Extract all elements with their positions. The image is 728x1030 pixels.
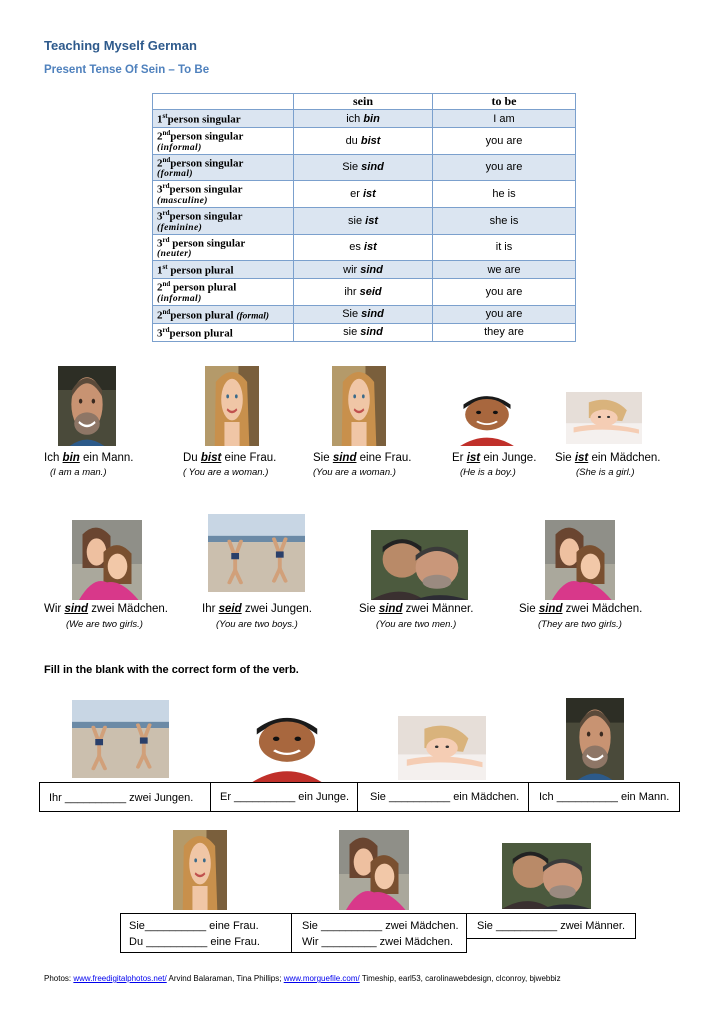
example-sentence: Sie sind zwei Männer. xyxy=(359,603,474,615)
table-row xyxy=(153,261,576,279)
two-girls-photo xyxy=(545,520,615,600)
two-girls-photo xyxy=(72,520,142,600)
german-form: Sie sind xyxy=(294,154,433,181)
person-label: 3rdperson singular (feminine) xyxy=(153,207,294,234)
person-label: 3rdperson plural xyxy=(153,323,294,341)
man-photo xyxy=(58,366,116,446)
boy-photo xyxy=(233,710,341,782)
example-sentence: Sie sind eine Frau. xyxy=(313,452,412,464)
table-row xyxy=(153,207,576,234)
photo-credits: Photos: www.freedigitalphotos.net/ Arvind Balaraman, Tina Phillips; www.morguefile.com/ Timeship, earl53, carolinawebdesign, clconroy, bjwebbiz xyxy=(44,974,561,983)
german-form: ich bin xyxy=(294,110,433,128)
english-form: you are xyxy=(433,128,576,155)
english-form: you are xyxy=(433,305,576,323)
german-form: du bist xyxy=(294,128,433,155)
two-girls-photo xyxy=(339,830,409,910)
person-label: 1st person plural xyxy=(153,261,294,279)
woman-photo xyxy=(173,830,227,910)
morguefile-link[interactable]: www.morguefile.com/ xyxy=(283,974,360,983)
page-subtitle: Present Tense Of Sein – To Be xyxy=(44,64,210,76)
german-form: sie sind xyxy=(294,323,433,341)
english-form: I am xyxy=(433,110,576,128)
two-men-photo xyxy=(502,843,591,909)
fill-blank-maenner[interactable]: Sie __________ zwei Männer. xyxy=(466,913,636,939)
english-form: they are xyxy=(433,323,576,341)
english-form: it is xyxy=(433,234,576,261)
example-translation: (She is a girl.) xyxy=(576,467,635,478)
german-form: wir sind xyxy=(294,261,433,279)
fill-blank-sie-maedchen[interactable]: Sie __________ ein Mädchen. xyxy=(357,782,529,812)
two-men-photo xyxy=(371,530,468,600)
example-translation: ( You are a woman.) xyxy=(183,467,269,478)
example-translation: (I am a man.) xyxy=(50,467,107,478)
english-form: he is xyxy=(433,181,576,208)
table-row xyxy=(153,128,576,155)
exercise-instruction: Fill in the blank with the correct form of the verb. xyxy=(44,664,299,676)
german-form: es ist xyxy=(294,234,433,261)
table-row xyxy=(153,279,576,306)
table-row xyxy=(153,154,576,181)
example-sentence: Du bist eine Frau. xyxy=(183,452,277,464)
person-label: 3rdperson singular (masculine) xyxy=(153,181,294,208)
girl-photo xyxy=(398,716,486,780)
example-sentence: Sie sind zwei Mädchen. xyxy=(519,603,643,615)
fill-blank-ihr[interactable]: Ihr __________ zwei Jungen. xyxy=(39,782,211,812)
english-form: you are xyxy=(433,154,576,181)
example-translation: (You are a woman.) xyxy=(313,467,396,478)
woman-photo xyxy=(332,366,386,446)
person-label: 3rd person singular (neuter) xyxy=(153,234,294,261)
german-form: sie ist xyxy=(294,207,433,234)
example-sentence: Ich bin ein Mann. xyxy=(44,452,134,464)
person-label: 2ndperson singular (informal) xyxy=(153,128,294,155)
example-sentence: Ihr seid zwei Jungen. xyxy=(202,603,312,615)
example-translation: (We are two girls.) xyxy=(66,619,143,630)
example-sentence: Wir sind zwei Mädchen. xyxy=(44,603,168,615)
table-row xyxy=(153,110,576,128)
english-form: she is xyxy=(433,207,576,234)
table-row xyxy=(153,181,576,208)
man-photo xyxy=(566,698,624,780)
example-translation: (You are two men.) xyxy=(376,619,457,630)
table-row xyxy=(153,234,576,261)
table-row xyxy=(153,323,576,341)
person-label: 2ndperson singular (formal) xyxy=(153,154,294,181)
fill-blank-frau[interactable]: Sie__________ eine Frau. Du __________ eine Frau. xyxy=(120,913,292,953)
girl-photo xyxy=(566,392,642,444)
fill-blank-maedchen-plural[interactable]: Sie __________ zwei Mädchen. Wir _________ zwei Mädchen. xyxy=(291,913,467,953)
table-row xyxy=(153,305,576,323)
table-header-to-be: to be xyxy=(433,94,576,110)
conjugation-table xyxy=(152,93,576,342)
table-header-row xyxy=(153,94,576,110)
german-form: er ist xyxy=(294,181,433,208)
english-form: we are xyxy=(433,261,576,279)
example-sentence: Sie ist ein Mädchen. xyxy=(555,452,661,464)
person-label: 1stperson singular xyxy=(153,110,294,128)
example-translation: (You are two boys.) xyxy=(216,619,298,630)
boy-photo xyxy=(445,390,529,446)
fill-blank-ich[interactable]: Ich __________ ein Mann. xyxy=(528,782,680,812)
example-translation: (They are two girls.) xyxy=(538,619,622,630)
english-form: you are xyxy=(433,279,576,306)
german-form: Sie sind xyxy=(294,305,433,323)
woman-photo xyxy=(205,366,259,446)
two-boys-photo xyxy=(72,700,169,778)
example-translation: (He is a boy.) xyxy=(460,467,516,478)
two-boys-photo xyxy=(208,514,305,592)
table-header-sein: sein xyxy=(294,94,433,110)
person-label: 2ndperson plural (formal) xyxy=(153,305,294,323)
person-label: 2nd person plural (informal) xyxy=(153,279,294,306)
example-sentence: Er ist ein Junge. xyxy=(452,452,537,464)
german-form: ihr seid xyxy=(294,279,433,306)
freedigitalphotos-link[interactable]: www.freedigitalphotos.net/ xyxy=(73,974,167,983)
page-title: Teaching Myself German xyxy=(44,38,197,53)
table-header-empty xyxy=(153,94,294,110)
fill-blank-er[interactable]: Er __________ ein Junge. xyxy=(210,782,358,812)
